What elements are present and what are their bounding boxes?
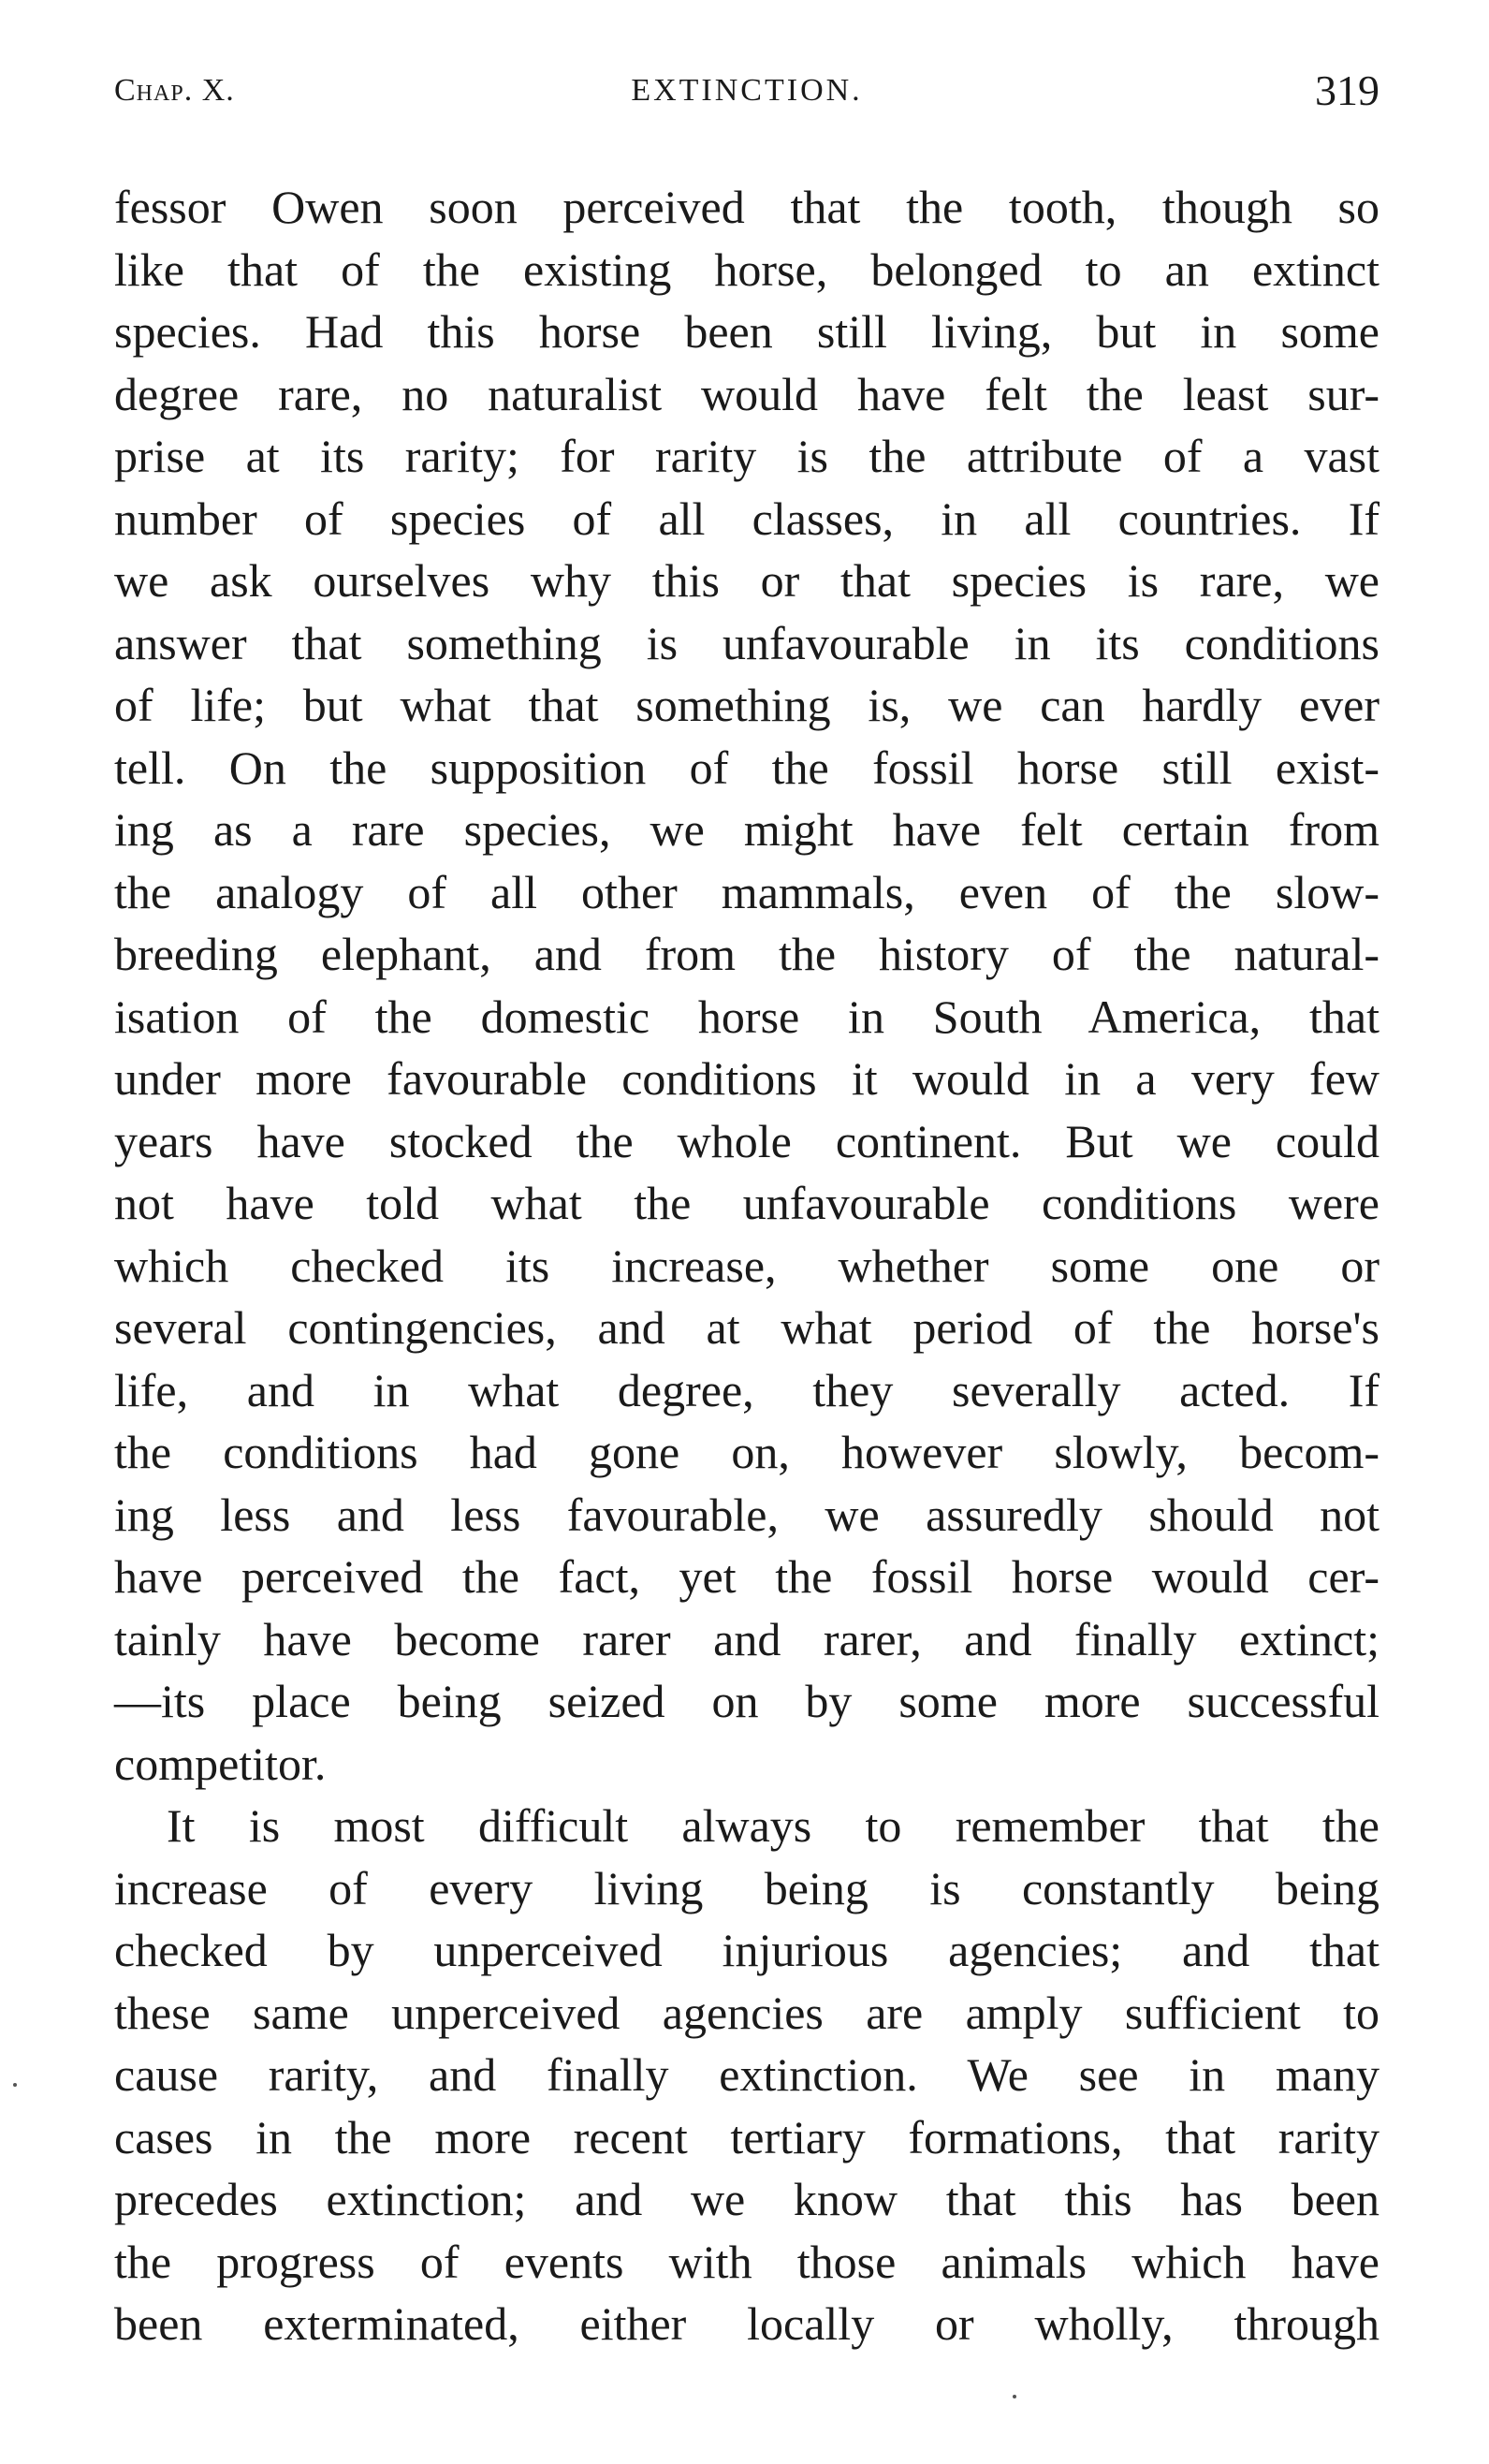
paragraph-2	[114, 1795, 1380, 2355]
text-line: under more favourable conditions it would in a very few	[114, 1052, 1380, 1105]
paragraph-1	[114, 176, 1380, 1795]
text-line: life, and in what degree, they severally acted. If	[114, 1363, 1380, 1416]
text-line: of life; but what that something is, we can hardly ever	[114, 679, 1380, 731]
text-line: years have stocked the whole continent. But we could	[114, 1114, 1380, 1167]
text-line: have perceived the fact, yet the fossil horse would cer-	[114, 1550, 1380, 1603]
paper-speck	[1013, 2395, 1016, 2398]
running-title: EXTINCTION.	[631, 73, 863, 108]
text-line: tell. On the supposition of the fossil horse still exist-	[114, 741, 1380, 794]
text-line: cause rarity, and finally extinction. We see in many	[114, 2048, 1380, 2101]
text-line: which checked its increase, whether some one or	[114, 1239, 1380, 1292]
text-line: prise at its rarity; for rarity is the attribute of a vast	[114, 430, 1380, 482]
text-line: like that of the existing horse, belonged to an extinct	[114, 242, 1380, 296]
text-line: isation of the domestic horse in South America, that	[114, 990, 1380, 1043]
text-line: number of species of all classes, in all countries. If	[114, 491, 1380, 545]
text-line: breeding elephant, and from the history of the natural-	[114, 928, 1380, 980]
text-line: tainly have become rarer and rarer, and finally extinct;	[114, 1612, 1380, 1665]
text-line: the conditions had gone on, however slowly, becom-	[114, 1426, 1380, 1478]
text-line: degree rare, no naturalist would have felt the least sur-	[114, 367, 1380, 420]
text-line: competitor.	[114, 1737, 327, 1790]
text-line: precedes extinction; and we know that this has been	[114, 2173, 1380, 2225]
text-line: fessor Owen soon perceived that the tooth, though so	[114, 181, 1380, 233]
body-text	[114, 176, 1380, 2355]
chapter-label: Chap. X.	[114, 73, 235, 108]
page-number: 319	[1315, 66, 1380, 114]
text-line: not have told what the unfavourable conditions were	[114, 1177, 1380, 1229]
running-head	[114, 66, 1380, 131]
text-line: these same unperceived agencies are amply sufficient to	[114, 1986, 1380, 2039]
text-line: we ask ourselves why this or that species is rare, we	[114, 554, 1380, 607]
text-line: the progress of events with those animals which have	[114, 2235, 1380, 2288]
text-line: ing less and less favourable, we assuredly should not	[114, 1488, 1380, 1541]
text-line: checked by unperceived injurious agencies; and that	[114, 1924, 1380, 1976]
text-line: several contingencies, and at what period of the horse's	[114, 1301, 1380, 1354]
text-line: increase of every living being is constantly being	[114, 1861, 1380, 1914]
text-line: cases in the more recent tertiary formations, that rarity	[114, 2110, 1380, 2163]
text-line: answer that something is unfavourable in its conditions	[114, 616, 1380, 669]
text-line: ing as a rare species, we might have felt certain from	[114, 803, 1380, 856]
text-line: been exterminated, either locally or wholly, through	[114, 2297, 1380, 2350]
text-line: —its place being seized on by some more successful	[114, 1675, 1380, 1727]
paper-speck	[13, 2083, 17, 2087]
text-line: It is most difficult always to remember that the	[167, 1799, 1380, 1852]
text-line: species. Had this horse been still living, but in some	[114, 305, 1380, 358]
text-line: the analogy of all other mammals, even of the slow-	[114, 865, 1380, 918]
